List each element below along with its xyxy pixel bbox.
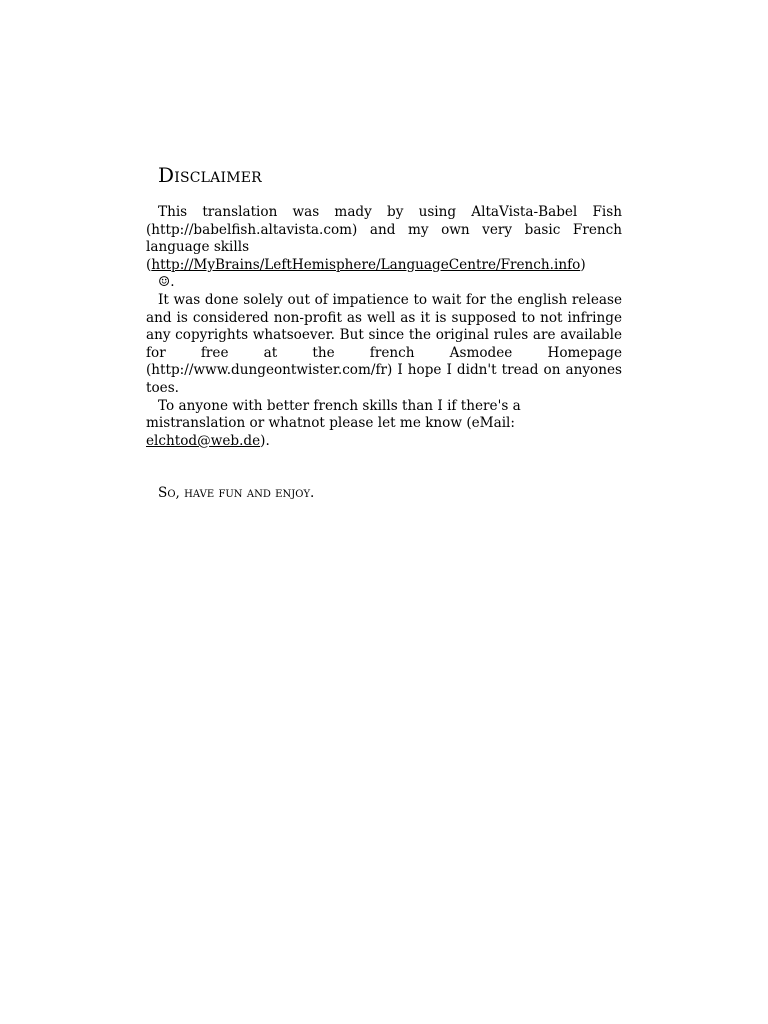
paragraph-3-end: ). [260, 432, 270, 449]
closing-line: So, have fun and enjoy. [158, 485, 315, 501]
paragraph-2-text: It was done solely out of impatience to wait for the english release and is considered non-profit as well as it is supposed to not infringe any copyrights whatsoever. But since the original rules are available for free at the french Asmodee Homepage (http://www.dungeontwister.com/fr) I hope I didn't tread on anyones toes. [146, 291, 622, 396]
paragraph-1-end: . [170, 274, 175, 291]
paragraph-translation-source [146, 204, 622, 292]
paragraph-1-text: This translation was mady by using AltaVista-Babel Fish (http://babelfish.altavista.com) and my own very basic French language skills [146, 204, 622, 256]
link-open-paren: ( [146, 256, 152, 273]
smiley-icon: ☺ [158, 274, 171, 291]
paragraph-contact [146, 398, 622, 451]
paragraph-non-profit [146, 292, 622, 398]
disclaimer-body [146, 204, 622, 450]
disclaimer-heading: Disclaimer [158, 163, 262, 187]
mybrains-link[interactable]: http://MyBrains/LeftHemisphere/LanguageCentre/French.info [151, 256, 581, 273]
email-link[interactable]: elchtod@web.de [146, 432, 261, 449]
paragraph-3-text: To anyone with better french skills than I if there's a mistranslation or whatnot please let me know (eMail: [146, 397, 521, 432]
link-close-paren: ) [580, 256, 586, 273]
